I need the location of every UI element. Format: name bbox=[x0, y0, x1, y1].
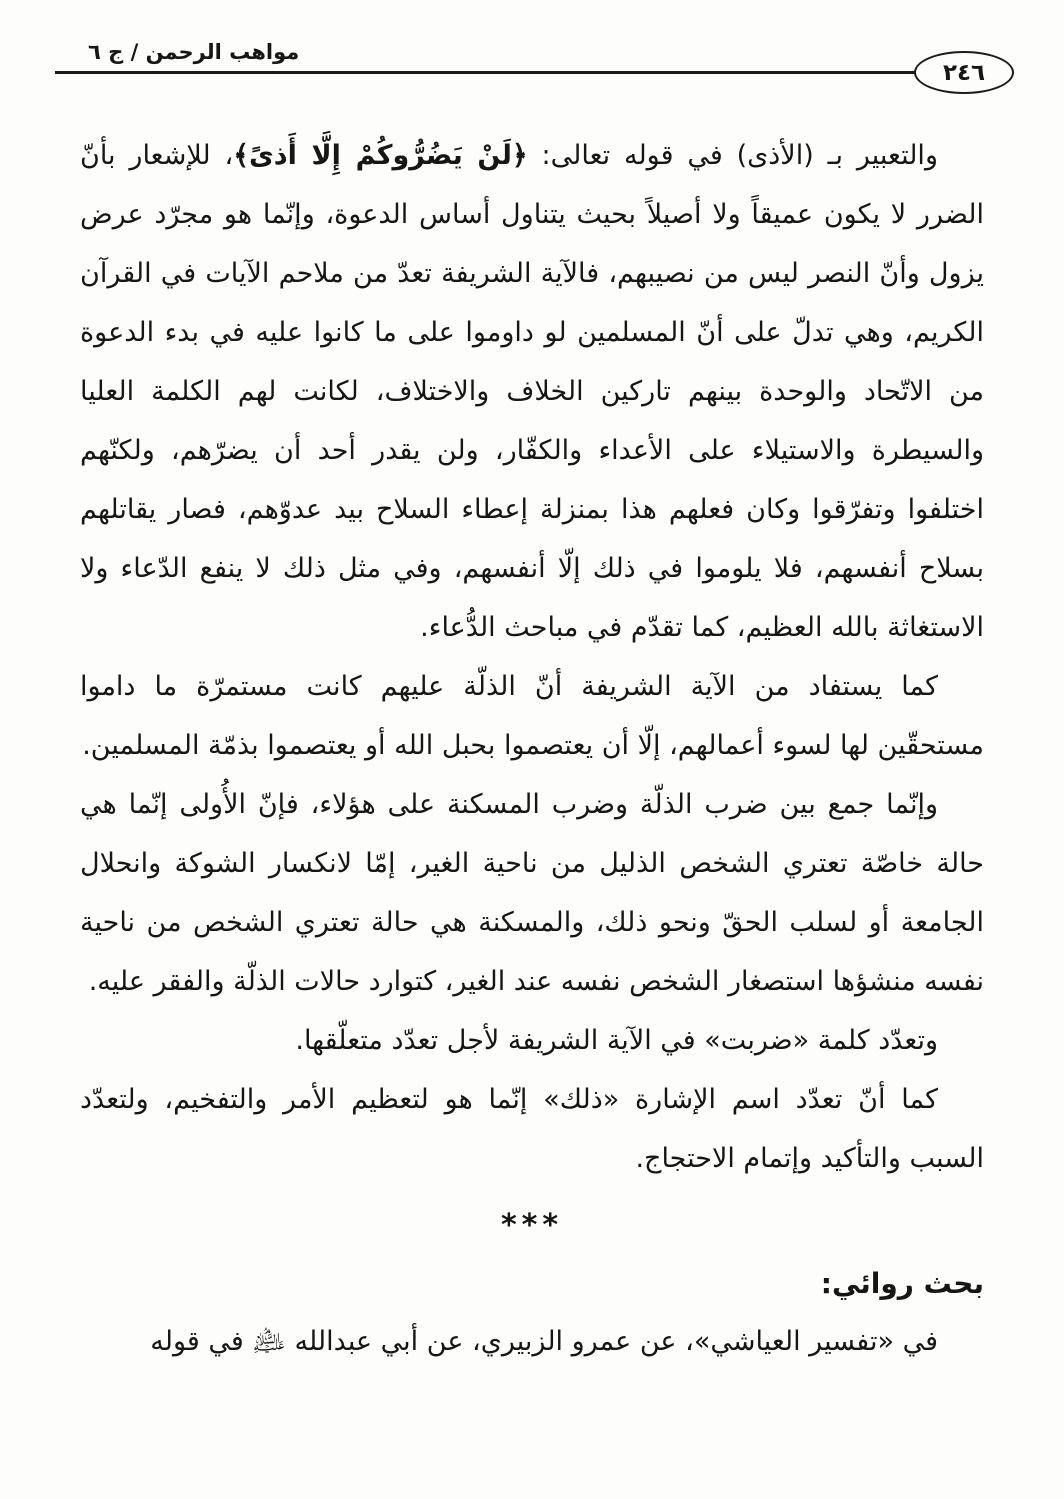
section-separator-stars: *** bbox=[500, 1208, 564, 1243]
paragraph-duribat: وتعدّد كلمة «ضربت» في الآية الشريفة لأجل تعدّد متعلّقها. bbox=[295, 1025, 938, 1056]
page-number-cartouche bbox=[914, 51, 1014, 94]
narration-text-before-honorific: في «تفسير العياشي»، عن عمرو الزبيري، عن أبي عبدالله bbox=[285, 1326, 938, 1357]
paragraph-dhilla-maskana: وإنّما جمع بين ضرب الذلّة وضرب المسكنة على هؤلاء، فإنّ الأُولى إنّما هي حالة خاصّة تعتري الشخص الذليل من ناحية الغير، إمّا لانكسار الشوكة وانحلال الجامعة أو لسلب الحقّ ونحو ذلك، والمسكنة هي حالة تعتري الشخص من ناحية نفسه منشؤها استصغار الشخص نفسه عند الغير، كتوارد حالات الذلّة والفقر عليه. bbox=[80, 789, 984, 997]
paragraph-tafsir-intro bbox=[80, 126, 984, 657]
paragraph-dhalika: كما أنّ تعدّد اسم الإشارة «ذلك» إنّما هو لتعظيم الأمر والتفخيم، ولتعدّد السبب والتأكيد وإتمام الاحتجاج. bbox=[80, 1084, 984, 1174]
page-number: ٢٤٦ bbox=[942, 59, 986, 86]
header-rule bbox=[55, 71, 1009, 75]
section-heading-riwai: بحث روائي: bbox=[820, 1267, 984, 1300]
book-title: مواهب الرحمن / ج ٦ bbox=[88, 40, 300, 64]
paragraph-narration bbox=[80, 1312, 984, 1372]
paragraph-benefit: كما يستفاد من الآية الشريفة أنّ الذلّة عليهم كانت مستمرّة ما داموا مستحقّين لها لسوء أعمالهم، إلّا أن يعتصموا بحبل الله أو يعتصموا بذمّة المسلمين. bbox=[80, 671, 984, 761]
quran-verse: ﴿لَنْ يَضُرُّوكُمْ إِلَّا أَذىً﴾ bbox=[233, 140, 528, 171]
honorific-alayhi-salam: ﵇ bbox=[252, 1327, 286, 1357]
paragraph-text-before-verse: والتعبير بـ (الأذى) في قوله تعالى: bbox=[527, 140, 938, 171]
narration-text-after-honorific: في قوله bbox=[150, 1326, 253, 1357]
paragraph-text-after-verse: ، للإشعار بأنّ الضرر لا يكون عميقاً ولا أصيلاً بحيث يتناول أساس الدعوة، وإنّما هو مجرّد عرض يزول وأنّ النصر ليس من نصيبهم، فالآية الشريفة تعدّ من ملاحم الآيات في القرآن الكريم، وهي تدلّ على أنّ المسلمين لو داوموا على ما كانوا عليه في بدء الدعوة من الاتّحاد والوحدة بينهم تاركين الخلاف والاختلاف، لكانت لهم الكلمة العليا والسيطرة والاستيلاء على الأعداء والكفّار، ولن يقدر أحد أن يضرّهم، ولكنّهم اختلفوا وتفرّقوا وكان فعلهم هذا بمنزلة إعطاء السلاح بيد عدوّهم، فصار يقاتلهم بسلاح أنفسهم، فلا يلوموا في ذلك إلّا أنفسهم، وفي مثل ذلك لا ينفع الدّعاء ولا الاستغاثة بالله العظيم، كما تقدّم في مباحث الدُّعاء. bbox=[80, 140, 984, 643]
page-header bbox=[0, 0, 1064, 112]
page-body bbox=[80, 126, 984, 1372]
